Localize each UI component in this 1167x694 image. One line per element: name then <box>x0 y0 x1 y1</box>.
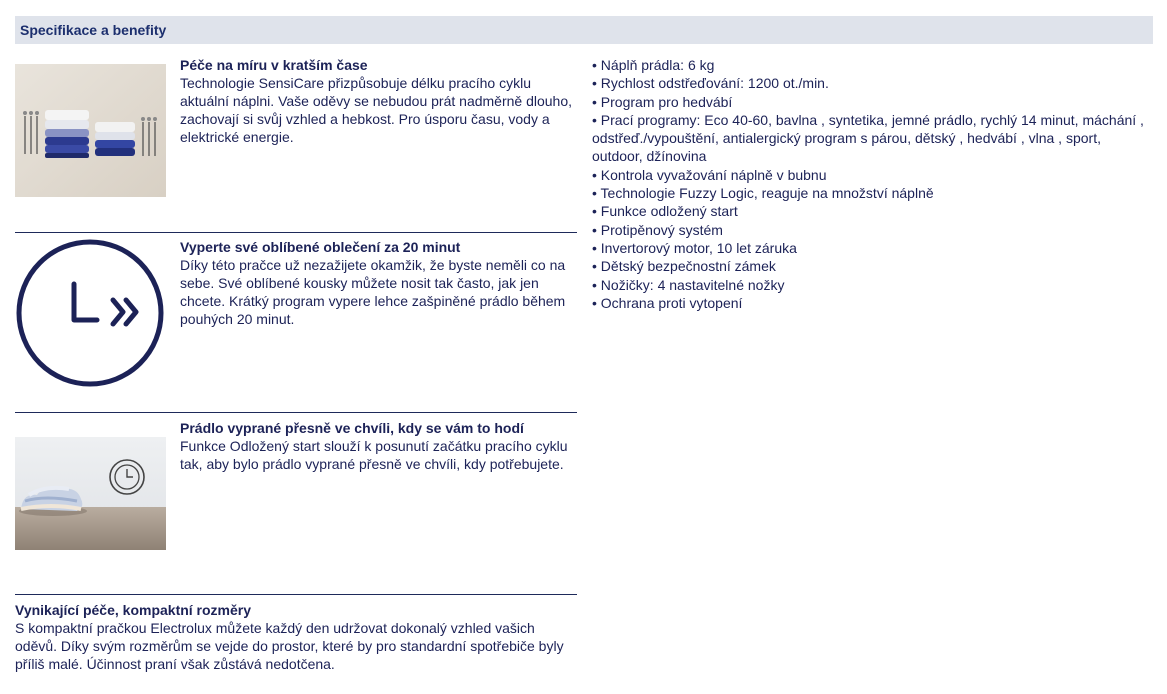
clock-fast-forward-icon <box>15 236 166 388</box>
feature-body: Díky této pračce už nezažijete okamžik, že byste neměli co na sebe. Své oblíbené kousky můžete nosit tak často, jak jen chcete. Krátký program vypere lehce zašpiněné prádlo během pouhých 20 minut. <box>180 257 566 327</box>
spec-item: • Program pro hedvábí <box>592 93 1152 111</box>
feature-body: Technologie SensiCare přizpůsobuje délku pracího cyklu aktuální náplni. Vaše oděvy se nebudou prát nadměrně dlouho, zachovají si svůj vzhled a hebkost. Pro úsporu času, vody a elektrické energie. <box>180 75 573 145</box>
divider <box>15 594 577 595</box>
divider <box>15 232 577 233</box>
feature-body: S kompaktní pračkou Electrolux můžete každý den udržovat dokonalý vzhled vašich oděvů. Díky svým rozměrům se vejde do prostor, které by pro standardní spotřebiče byly příliš malé. Účinnost praní však zůstává nedotčena. <box>15 620 564 672</box>
feature-title: Péče na míru v kratším čase <box>180 57 368 73</box>
feature-delay-start <box>15 412 577 562</box>
feature-quick-wash <box>15 232 577 402</box>
feature-title: Vyperte své oblíbené oblečení za 20 minut <box>180 239 461 255</box>
feature-sensicare <box>15 56 577 216</box>
spec-item: • Rychlost odstřeďování: 1200 ot./min. <box>592 74 1152 92</box>
spec-item: • Technologie Fuzzy Logic, reaguje na množství náplně <box>592 184 1152 202</box>
feature-title: Vynikající péče, kompaktní rozměry <box>15 602 252 618</box>
spec-item: • Kontrola vyvažování náplně v bubnu <box>592 166 1152 184</box>
spec-item: • Náplň prádla: 6 kg <box>592 56 1152 74</box>
section-title: Specifikace a benefity <box>20 22 167 38</box>
laundry-stack-photo <box>15 64 166 197</box>
divider <box>15 412 577 413</box>
spec-list <box>592 56 1152 312</box>
feature-compact <box>15 594 577 684</box>
spec-item: • Funkce odložený start <box>592 202 1152 220</box>
feature-title: Prádlo vyprané přesně ve chvíli, kdy se vám to hodí <box>180 420 524 436</box>
feature-body: Funkce Odložený start slouží k posunutí začátku pracího cyklu tak, aby bylo prádlo vyprané přesně ve chvíli, kdy potřebujete. <box>180 438 568 472</box>
section-header <box>15 16 1153 44</box>
folded-laundry-timer-photo <box>15 437 166 550</box>
spec-item: • Prací programy: Eco 40-60, bavlna , syntetika, jemné prádlo, rychlý 14 minut, máchání , odstřeď./vypouštění, antialergický program s párou, dětský , hedvábí , vlna , sport, outdoor, džínovina <box>592 111 1152 166</box>
spec-item: • Protipěnový systém <box>592 221 1152 239</box>
spec-item: • Nožičky: 4 nastavitelné nožky <box>592 276 1152 294</box>
spec-item: • Ochrana proti vytopení <box>592 294 1152 312</box>
spec-item: • Dětský bezpečnostní zámek <box>592 257 1152 275</box>
spec-item: • Invertorový motor, 10 let záruka <box>592 239 1152 257</box>
